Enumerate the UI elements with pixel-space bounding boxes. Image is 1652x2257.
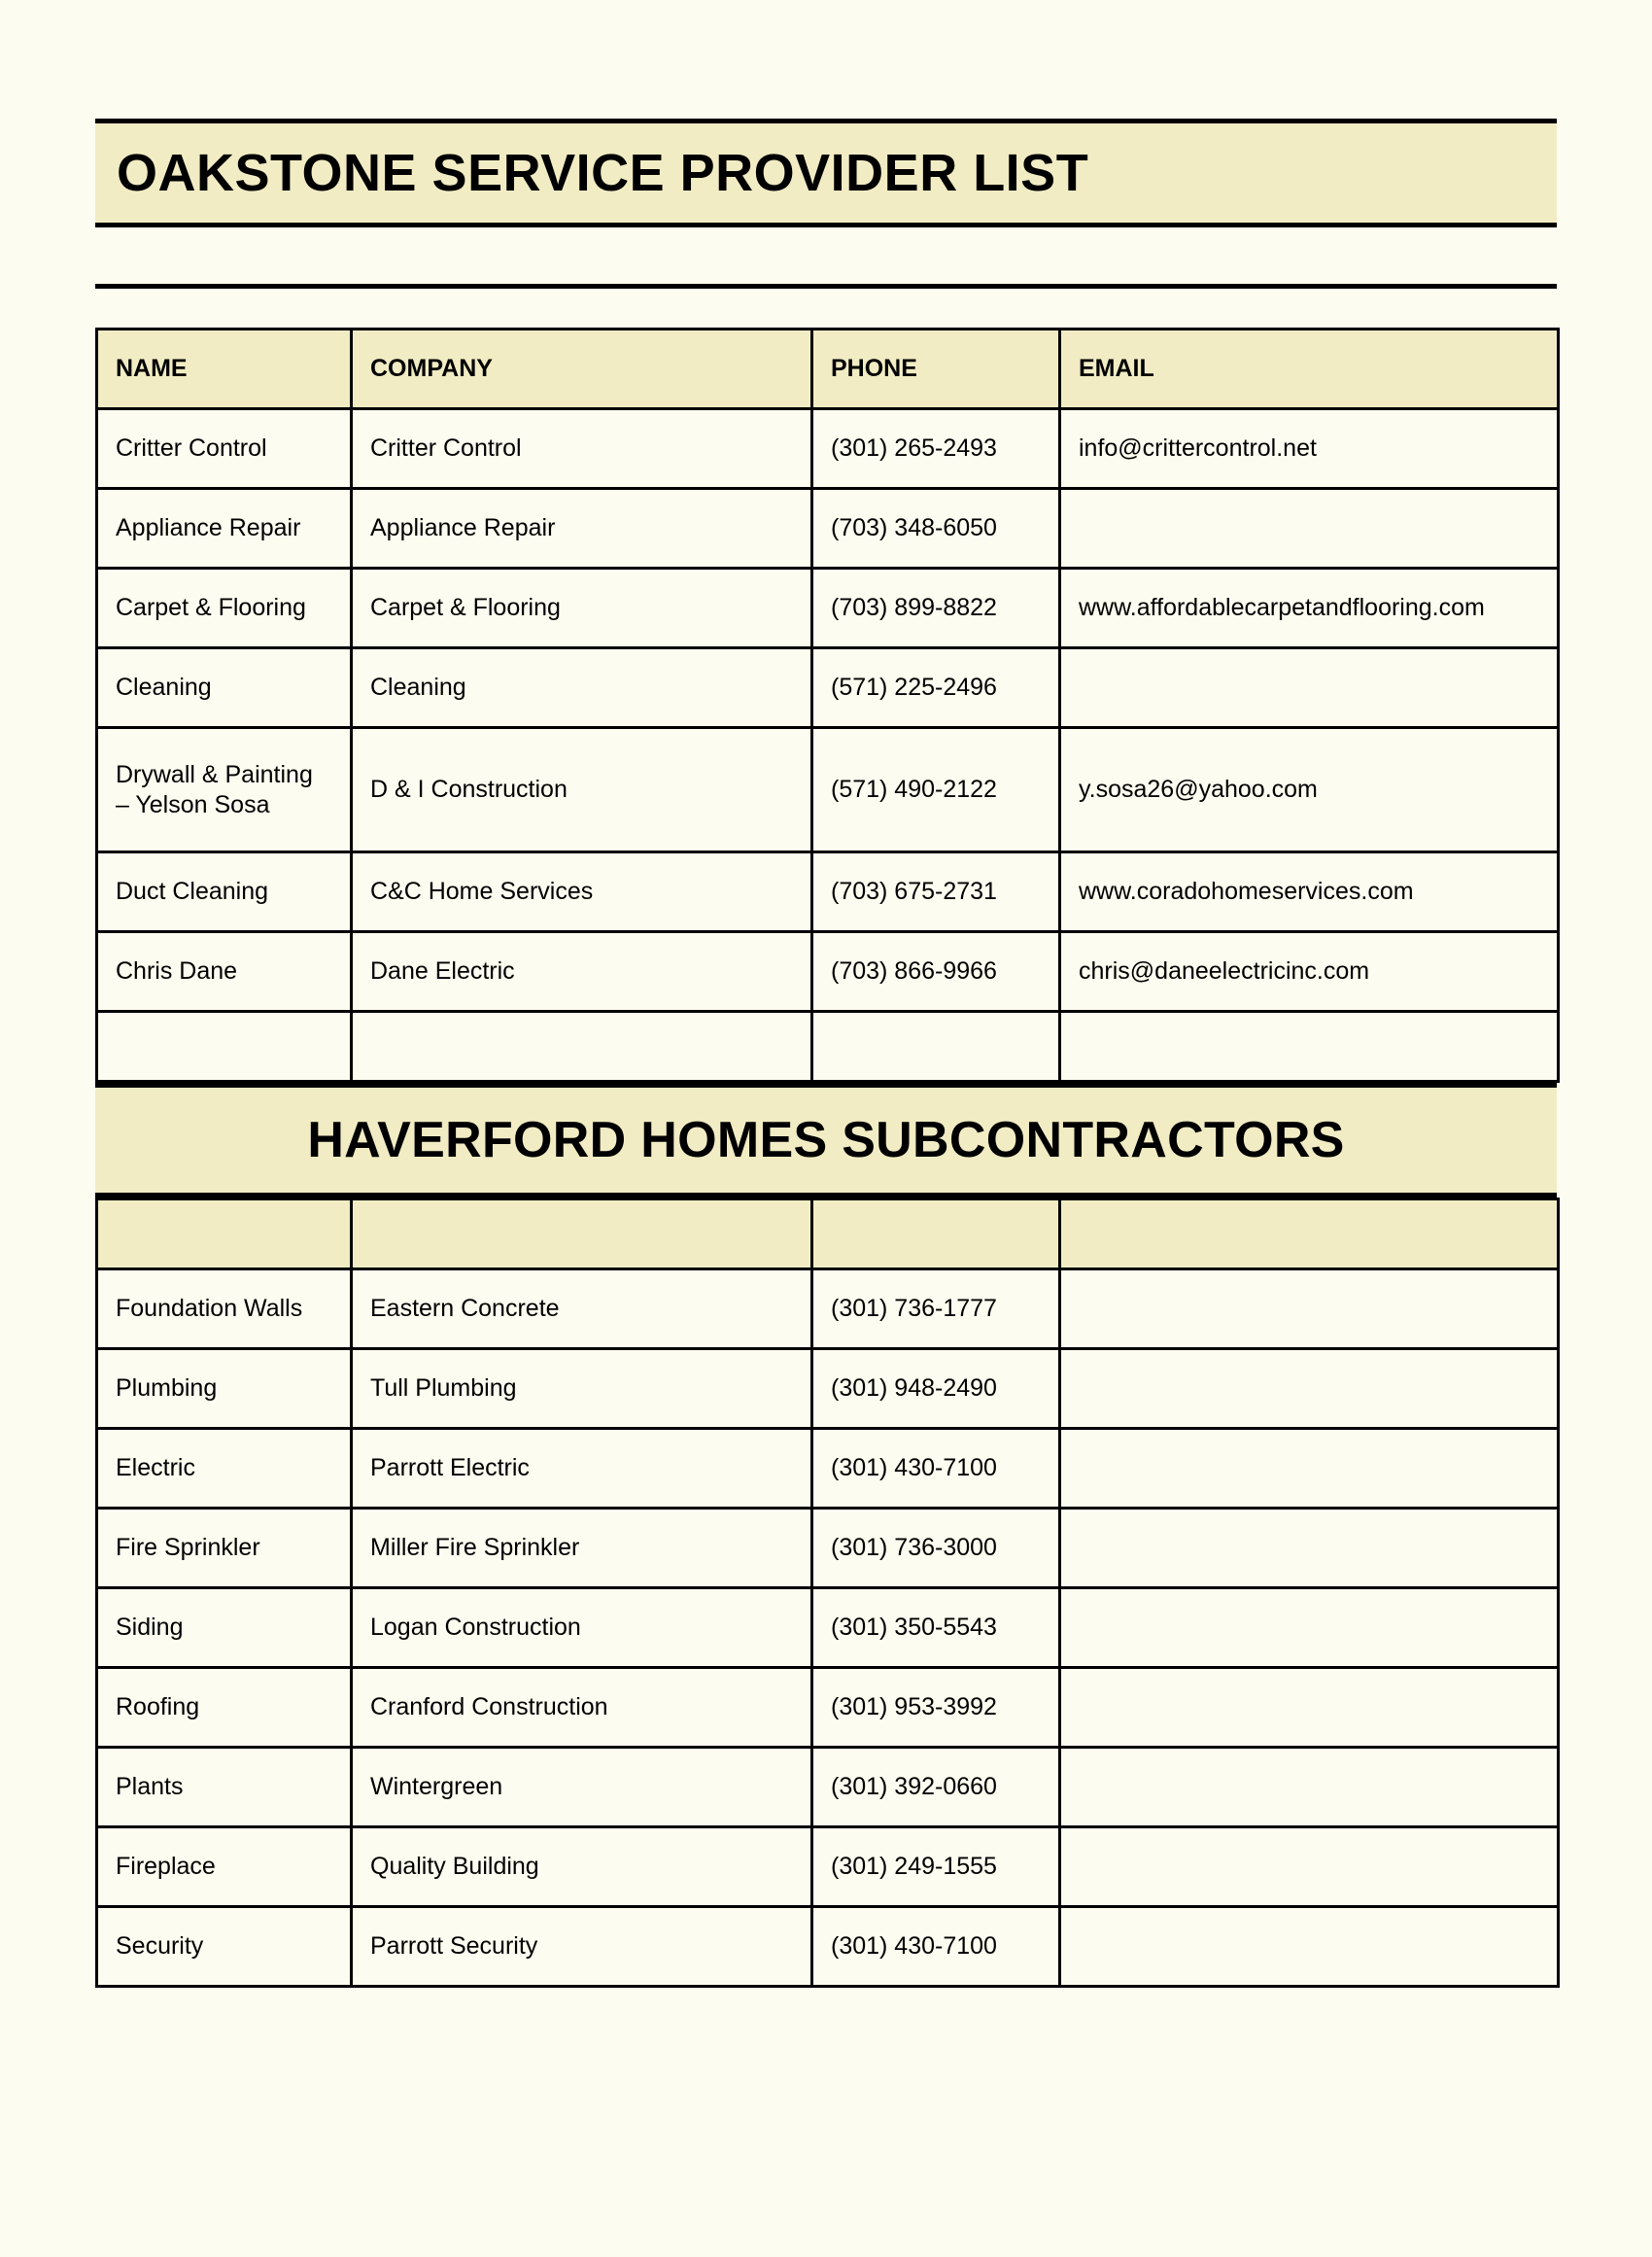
table-row	[97, 489, 1559, 569]
cell-email	[1060, 1748, 1559, 1827]
cell-email	[1060, 1012, 1559, 1082]
table-row	[97, 409, 1559, 489]
column-header-email	[1060, 1199, 1559, 1269]
cell-company: Critter Control	[352, 409, 812, 489]
cell-company: Appliance Repair	[352, 489, 812, 569]
title-divider-rule	[95, 284, 1557, 289]
oakstone-title-banner	[95, 119, 1557, 227]
column-header-company: COMPANY	[352, 330, 812, 409]
cell-phone: (571) 490-2122	[812, 728, 1060, 852]
table-header-row	[97, 1199, 1559, 1269]
table-row	[97, 1429, 1559, 1509]
cell-company: Wintergreen	[352, 1748, 812, 1827]
subcontractors-table	[95, 1198, 1560, 1988]
table-row	[97, 648, 1559, 728]
table-row	[97, 569, 1559, 648]
cell-company: Parrott Security	[352, 1907, 812, 1987]
cell-phone: (301) 736-3000	[812, 1509, 1060, 1588]
subcontractors-table-header	[97, 1199, 1559, 1269]
table-row	[97, 1827, 1559, 1907]
table-row	[97, 932, 1559, 1012]
cell-phone: (301) 249-1555	[812, 1827, 1060, 1907]
cell-email	[1060, 1827, 1559, 1907]
cell-name: Carpet & Flooring	[97, 569, 352, 648]
service-provider-table-body	[97, 409, 1559, 1082]
table-header-row	[97, 330, 1559, 409]
table-row	[97, 1269, 1559, 1349]
table-row	[97, 1588, 1559, 1668]
cell-phone	[812, 1012, 1060, 1082]
cell-email	[1060, 1429, 1559, 1509]
service-provider-table-header	[97, 330, 1559, 409]
subcontractors-table-body	[97, 1269, 1559, 1987]
cell-phone: (301) 265-2493	[812, 409, 1060, 489]
cell-name: Fire Sprinkler	[97, 1509, 352, 1588]
cell-email: chris@daneelectricinc.com	[1060, 932, 1559, 1012]
column-header-name	[97, 1199, 352, 1269]
cell-email: www.coradohomeservices.com	[1060, 852, 1559, 932]
section-title: HAVERFORD HOMES SUBCONTRACTORS	[307, 1112, 1345, 1168]
table-row	[97, 1907, 1559, 1987]
cell-company: D & I Construction	[352, 728, 812, 852]
cell-name: Plumbing	[97, 1349, 352, 1429]
table-row	[97, 728, 1559, 852]
cell-email	[1060, 1269, 1559, 1349]
page-title: OAKSTONE SERVICE PROVIDER LIST	[117, 144, 1089, 202]
cell-email	[1060, 1907, 1559, 1987]
cell-name: Security	[97, 1907, 352, 1987]
cell-company: Tull Plumbing	[352, 1349, 812, 1429]
cell-company: Parrott Electric	[352, 1429, 812, 1509]
cell-email	[1060, 1509, 1559, 1588]
column-header-phone	[812, 1199, 1060, 1269]
cell-company: Miller Fire Sprinkler	[352, 1509, 812, 1588]
cell-email: www.affordablecarpetandflooring.com	[1060, 569, 1559, 648]
cell-phone: (703) 348-6050	[812, 489, 1060, 569]
table-row	[97, 1509, 1559, 1588]
cell-company: Logan Construction	[352, 1588, 812, 1668]
cell-phone: (301) 736-1777	[812, 1269, 1060, 1349]
cell-phone: (301) 430-7100	[812, 1907, 1060, 1987]
cell-phone: (703) 675-2731	[812, 852, 1060, 932]
cell-name: Foundation Walls	[97, 1269, 352, 1349]
cell-phone: (301) 392-0660	[812, 1748, 1060, 1827]
cell-email: y.sosa26@yahoo.com	[1060, 728, 1559, 852]
cell-name: Fireplace	[97, 1827, 352, 1907]
cell-name: Siding	[97, 1588, 352, 1668]
column-header-phone: PHONE	[812, 330, 1060, 409]
cell-name: Electric	[97, 1429, 352, 1509]
cell-phone: (703) 866-9966	[812, 932, 1060, 1012]
cell-phone: (301) 350-5543	[812, 1588, 1060, 1668]
cell-name: Drywall & Painting – Yelson Sosa	[97, 728, 352, 852]
table-row	[97, 852, 1559, 932]
haverford-title-banner	[95, 1083, 1557, 1198]
cell-phone: (301) 948-2490	[812, 1349, 1060, 1429]
table-row	[97, 1668, 1559, 1748]
cell-name: Cleaning	[97, 648, 352, 728]
cell-phone: (301) 430-7100	[812, 1429, 1060, 1509]
cell-company: C&C Home Services	[352, 852, 812, 932]
cell-name: Duct Cleaning	[97, 852, 352, 932]
cell-phone: (301) 953-3992	[812, 1668, 1060, 1748]
service-provider-table	[95, 328, 1560, 1083]
cell-company: Cranford Construction	[352, 1668, 812, 1748]
document-page	[0, 119, 1652, 2257]
cell-email	[1060, 1668, 1559, 1748]
cell-company: Cleaning	[352, 648, 812, 728]
cell-name: Appliance Repair	[97, 489, 352, 569]
cell-email	[1060, 1588, 1559, 1668]
cell-email: info@crittercontrol.net	[1060, 409, 1559, 489]
table-row	[97, 1349, 1559, 1429]
cell-phone: (703) 899-8822	[812, 569, 1060, 648]
cell-email	[1060, 648, 1559, 728]
cell-company: Dane Electric	[352, 932, 812, 1012]
cell-name	[97, 1012, 352, 1082]
cell-email	[1060, 489, 1559, 569]
cell-phone: (571) 225-2496	[812, 648, 1060, 728]
cell-name: Chris Dane	[97, 932, 352, 1012]
cell-company	[352, 1012, 812, 1082]
cell-email	[1060, 1349, 1559, 1429]
cell-name: Roofing	[97, 1668, 352, 1748]
table-row	[97, 1748, 1559, 1827]
cell-company: Carpet & Flooring	[352, 569, 812, 648]
cell-company: Eastern Concrete	[352, 1269, 812, 1349]
column-header-company	[352, 1199, 812, 1269]
cell-name: Critter Control	[97, 409, 352, 489]
column-header-email: EMAIL	[1060, 330, 1559, 409]
cell-company: Quality Building	[352, 1827, 812, 1907]
column-header-name: NAME	[97, 330, 352, 409]
cell-name: Plants	[97, 1748, 352, 1827]
table-row	[97, 1012, 1559, 1082]
